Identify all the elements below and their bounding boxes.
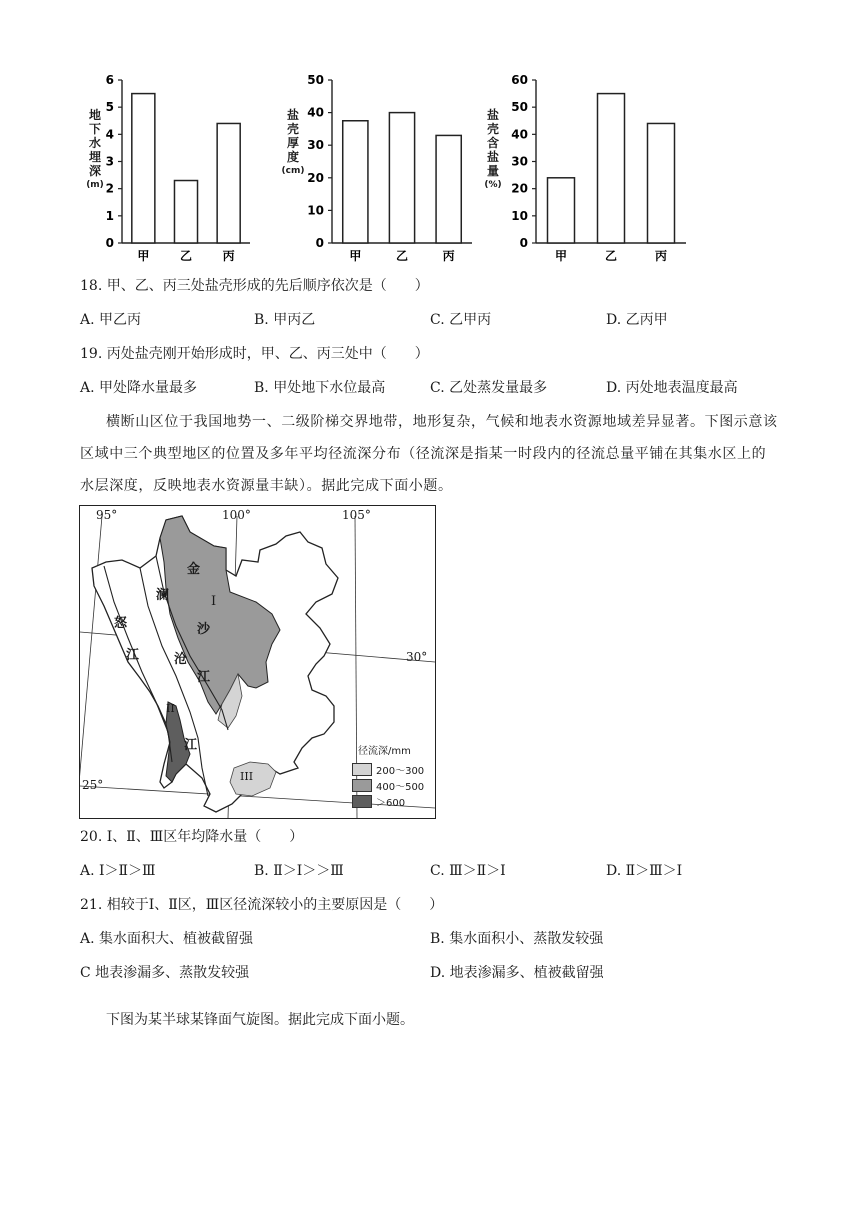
q18-option-c[interactable]: C. 乙甲丙: [430, 312, 492, 328]
region-label-II: II: [166, 702, 175, 715]
q19-option-d[interactable]: D. 丙处地表温度最高: [606, 380, 738, 396]
y-axis-label-char: 埋: [88, 150, 101, 164]
x-category-label: 丙: [222, 249, 235, 263]
river-label-lan: 澜: [156, 588, 170, 603]
q19-option-c[interactable]: C. 乙处蒸发量最多: [430, 380, 548, 396]
y-tick-label: 3: [105, 154, 114, 169]
bar-甲: [132, 94, 155, 243]
q19-option-b[interactable]: B. 甲处地下水位最高: [254, 380, 386, 396]
bar-charts-group: [80, 68, 700, 268]
y-axis-label-char: 度: [286, 150, 299, 164]
y-axis-label-char: 壳: [286, 122, 299, 136]
salt-crust-thickness-chart: [280, 68, 480, 268]
bar-chart-svg: [280, 68, 482, 268]
intro-next-questions: 下图为某半球某锋面气旋图。据此完成下面小题。: [106, 1012, 414, 1028]
passage-hengduan: 横断山区位于我国地势一、二级阶梯交界地带，地形复杂，气候和地表水资源地域差异显著。下图示意该区域中三个典型地区的位置及多年平均径流深分布（径流深是指某一时段内的径流总量平铺在其集水区上的水层深度，反映地表水资源量丰缺）。据此完成下面小题。: [80, 414, 778, 494]
x-category-label: 乙: [604, 249, 618, 263]
question-21-stem: 21. 相较于Ⅰ、Ⅱ区，Ⅲ区径流深较小的主要原因是（ ）: [80, 897, 444, 913]
x-category-label: 丙: [654, 249, 668, 263]
y-tick-label: 50: [307, 73, 324, 87]
q20-option-d[interactable]: D. Ⅱ＞Ⅲ＞Ⅰ: [606, 863, 683, 879]
q21-option-a[interactable]: A. 集水面积大、植被截留强: [80, 931, 254, 947]
y-tick-label: 4: [105, 127, 114, 142]
y-axis-label-char: 盐: [286, 108, 299, 122]
y-tick-label: 20: [307, 170, 324, 185]
y-axis-label-char: 量: [486, 164, 499, 178]
x-category-label: 丙: [442, 249, 455, 263]
region-label-I: I: [211, 594, 217, 609]
legend-swatch: [352, 795, 372, 808]
y-axis-label: [480, 108, 506, 192]
y-tick-label: 1: [105, 208, 114, 223]
y-tick-label: 10: [307, 203, 324, 218]
salt-content-chart: [480, 68, 700, 268]
y-tick-label: 20: [511, 181, 528, 196]
question-20-stem: 20. Ⅰ、Ⅱ、Ⅲ区年均降水量（ ）: [80, 829, 304, 845]
q18-option-a[interactable]: A. 甲乙丙: [80, 312, 142, 328]
q20-option-a[interactable]: A. Ⅰ＞Ⅱ＞Ⅲ: [80, 863, 156, 879]
legend-item-over-600: [352, 793, 430, 809]
q19-option-a[interactable]: A. 甲处降水量最多: [80, 380, 198, 396]
legend-label: 400～500: [376, 781, 425, 793]
question-18-stem: 18. 甲、乙、丙三处盐壳形成的先后顺序依次是（ ）: [80, 278, 429, 294]
bar-甲: [548, 178, 575, 243]
lat-30-label: 30°: [406, 650, 428, 664]
question-19-stem: 19. 丙处盐壳刚开始形成时，甲、乙、丙三处中（ ）: [80, 346, 429, 362]
y-tick-label: 6: [105, 73, 114, 87]
y-axis-label-char: 地: [88, 108, 101, 122]
lon-100-label: 100°: [222, 508, 251, 522]
river-label-cang: 沧: [174, 652, 188, 667]
y-axis-label-char: (m): [86, 180, 104, 190]
y-axis-label-char: 水: [88, 136, 101, 150]
bar-乙: [598, 94, 625, 243]
y-axis-label: [280, 108, 306, 178]
bar-丙: [436, 135, 461, 243]
legend-item-200-300: [352, 761, 430, 777]
river-label-jin: 金: [187, 562, 201, 577]
river-label-jiang-3: 江: [126, 648, 140, 663]
y-axis-label-char: 壳: [486, 122, 499, 136]
y-axis-label-char: 厚: [286, 136, 299, 150]
river-label-sha: 沙: [197, 622, 211, 637]
y-tick-label: 40: [511, 127, 528, 142]
river-label-nu: 怒: [114, 616, 128, 631]
meridian-95: [80, 516, 102, 818]
legend-swatch: [352, 779, 372, 792]
bar-chart-svg: [480, 68, 696, 268]
q18-option-b[interactable]: B. 甲丙乙: [254, 312, 316, 328]
lon-95-label: 95°: [96, 508, 118, 522]
y-axis-label-char: (%): [484, 180, 502, 190]
q20-option-b[interactable]: B. Ⅱ＞Ⅰ＞＞Ⅲ: [254, 863, 344, 879]
river-label-jiang-2: 江: [184, 738, 198, 753]
y-tick-label: 40: [307, 105, 324, 120]
legend-swatch: [352, 763, 372, 776]
q20-option-c[interactable]: C. Ⅲ＞Ⅱ＞Ⅰ: [430, 863, 506, 879]
y-tick-label: 30: [307, 138, 324, 153]
q18-option-d[interactable]: D. 乙丙甲: [606, 312, 668, 328]
bar-丙: [217, 123, 240, 243]
legend-title: 径流深/mm: [358, 746, 411, 757]
x-category-label: 甲: [554, 249, 568, 263]
y-axis-label-char: 深: [88, 164, 101, 178]
lon-105-label: 105°: [342, 508, 371, 522]
y-tick-label: 2: [105, 181, 114, 196]
y-tick-label: 30: [511, 154, 528, 169]
q21-option-c[interactable]: C 地表渗漏多、蒸散发较强: [80, 965, 250, 981]
x-category-label: 乙: [395, 249, 409, 263]
region-label-III: III: [240, 770, 254, 783]
river-label-jiang-1: 江: [197, 670, 211, 685]
y-tick-label: 50: [511, 100, 528, 115]
y-axis-label: [82, 108, 108, 192]
bar-甲: [343, 121, 368, 243]
legend-label: 200～300: [376, 765, 425, 777]
x-category-label: 甲: [137, 249, 150, 263]
y-axis-label-char: 盐: [486, 108, 499, 122]
bar-丙: [648, 123, 675, 243]
y-tick-label: 10: [511, 208, 528, 223]
y-tick-label: 5: [105, 100, 114, 115]
lat-25-label: 25°: [82, 778, 104, 792]
y-tick-label: 0: [105, 236, 114, 250]
y-axis-label-char: 下: [88, 122, 101, 136]
y-axis-label-char: (cm): [281, 166, 305, 176]
q21-option-b[interactable]: B. 集水面积小、蒸散发较强: [430, 931, 604, 947]
bar-乙: [174, 181, 197, 243]
x-category-label: 乙: [179, 249, 193, 263]
hengduan-runoff-map: [79, 505, 436, 819]
q21-option-d[interactable]: D. 地表渗漏多、植被截留强: [430, 965, 604, 981]
groundwater-depth-chart: [80, 68, 260, 268]
y-tick-label: 60: [511, 73, 528, 87]
map-legend: [352, 742, 430, 809]
y-tick-label: 0: [519, 236, 528, 250]
x-category-label: 甲: [349, 249, 362, 263]
y-axis-label-char: 含: [486, 136, 499, 150]
bar-乙: [389, 113, 414, 243]
y-tick-label: 0: [315, 236, 324, 250]
legend-label: ＞600: [376, 797, 406, 809]
y-axis-label-char: 盐: [486, 150, 499, 164]
legend-item-400-500: [352, 777, 430, 793]
